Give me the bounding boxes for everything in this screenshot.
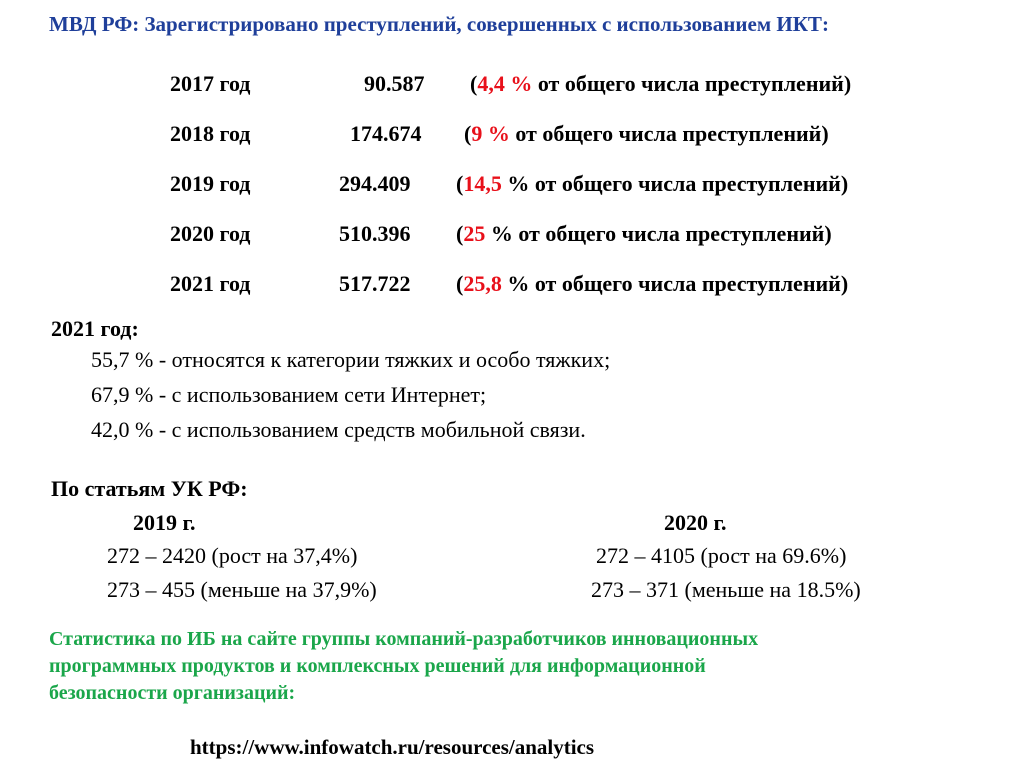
year-label: 2017 год <box>170 71 251 96</box>
year-label: 2019 год <box>170 171 251 196</box>
stat-line: 42,0 % - с использованием средств мобильной связи. <box>91 417 586 442</box>
share-text: (9 % от общего числа преступлений) <box>464 121 829 146</box>
crime-count: 510.396 <box>339 221 411 246</box>
crime-count: 90.587 <box>364 71 425 96</box>
note-line: безопасности организаций: <box>49 682 296 704</box>
crime-count: 174.674 <box>350 121 422 146</box>
section-heading-articles: По статьям УК РФ: <box>51 476 248 501</box>
note-line: программных продуктов и комплексных решений для информационной <box>49 655 706 677</box>
page-title: МВД РФ: Зарегистрировано преступлений, совершенных с использованием ИКТ: <box>49 12 829 36</box>
article-row: 272 – 2420 (рост на 37,4%) <box>107 543 358 568</box>
stat-line: 55,7 % - относятся к категории тяжких и особо тяжких; <box>91 347 611 372</box>
share-percent: 4,4 % <box>477 71 533 96</box>
share-text: (25,8 % от общего числа преступлений) <box>456 271 849 296</box>
column-heading-2020: 2020 г. <box>664 510 727 535</box>
share-text: (14,5 % от общего числа преступлений) <box>456 171 849 196</box>
note-line: Статистика по ИБ на сайте группы компаний-разработчиков инновационных <box>49 628 759 650</box>
share-percent: 9 % <box>471 121 510 146</box>
section-heading-2021: 2021 год: <box>51 316 139 341</box>
year-label: 2018 год <box>170 121 251 146</box>
article-row: 272 – 4105 (рост на 69.6%) <box>596 543 847 568</box>
crime-count: 517.722 <box>339 271 411 296</box>
year-label: 2020 год <box>170 221 251 246</box>
share-percent: 25,8 <box>463 271 502 296</box>
crime-count: 294.409 <box>339 171 411 196</box>
share-text: (25 % от общего числа преступлений) <box>456 221 832 246</box>
source-link[interactable]: https://www.infowatch.ru/resources/analytics <box>190 735 595 759</box>
article-row: 273 – 455 (меньше на 37,9%) <box>107 577 377 602</box>
stat-line: 67,9 % - с использованием сети Интернет; <box>91 382 487 407</box>
share-percent: 25 <box>463 221 486 246</box>
column-heading-2019: 2019 г. <box>133 510 196 535</box>
share-percent: 14,5 <box>463 171 502 196</box>
article-row: 273 – 371 (меньше на 18.5%) <box>591 577 861 602</box>
year-label: 2021 год <box>170 271 251 296</box>
share-text: (4,4 % от общего числа преступлений) <box>470 71 852 96</box>
